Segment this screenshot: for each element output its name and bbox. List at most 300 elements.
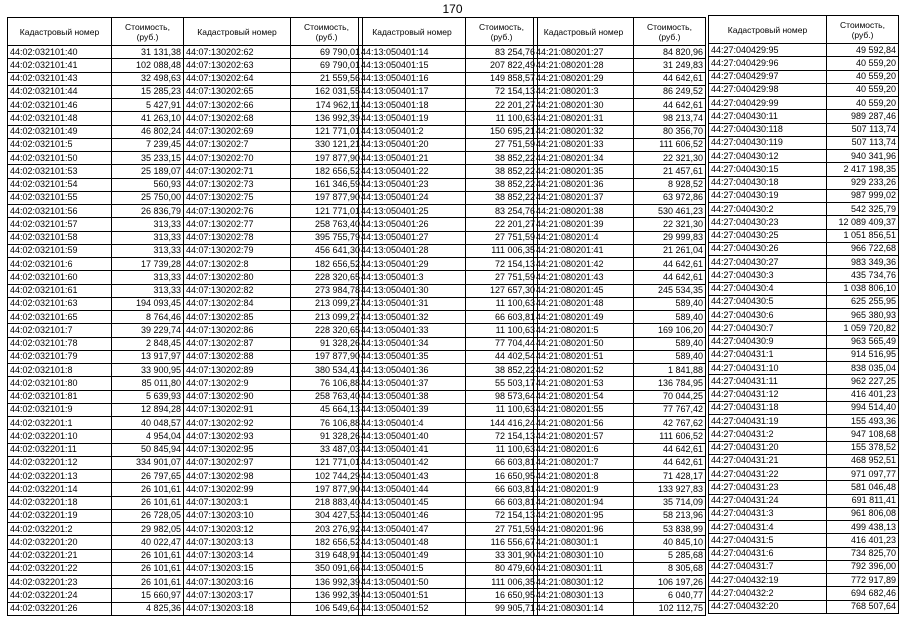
cost-cell: 273 984,78 [291,284,363,297]
cost-cell: 169 106,20 [634,324,706,337]
cadastral-number-cell: 44:07:130202:91 [184,403,291,416]
table-row [8,191,184,204]
cost-cell: 150 695,21 [466,125,538,138]
cost-cell: 929 233,26 [827,176,899,189]
cadastral-number-cell: 44:21:080201:32 [534,125,634,138]
cadastral-number-cell: 44:13:050401:35 [359,350,466,363]
table-row [534,337,706,350]
table-row [534,377,706,390]
cadastral-number-cell: 44:21:080301:1 [534,536,634,549]
cadastral-number-cell: 44:13:050401:43 [359,470,466,483]
table-row [8,284,184,297]
cadastral-number-cell: 44:07:130202:69 [184,125,291,138]
cadastral-number-cell: 44:27:040431:22 [709,468,827,481]
table-row [709,309,899,322]
table-row [709,468,899,481]
table-header-row [534,18,706,46]
cost-cell: 40 559,20 [827,70,899,83]
cadastral-number-cell: 44:27:040430:6 [709,309,827,322]
cost-cell: 149 858,57 [466,72,538,85]
cost-cell: 313,33 [112,244,184,257]
cost-cell: 22 201,27 [466,99,538,112]
cost-cell: 507 113,74 [827,123,899,136]
cost-cell: 961 806,08 [827,507,899,520]
table-row [8,271,184,284]
table-row [359,523,538,536]
table-row [184,549,363,562]
cost-cell: 987 999,02 [827,189,899,202]
table-row [709,322,899,335]
cost-cell: 106 197,26 [634,576,706,589]
cadastral-number-cell: 44:07:130202:95 [184,443,291,456]
cost-cell: 4 954,04 [112,430,184,443]
cadastral-number-cell: 44:07:130202:65 [184,85,291,98]
cadastral-number-cell: 44:21:080201:51 [534,350,634,363]
cost-cell: 33 900,95 [112,364,184,377]
cadastral-number-cell: 44:21:080201:43 [534,271,634,284]
cadastral-number-cell: 44:21:080201:55 [534,403,634,416]
cost-cell: 162 031,55 [291,85,363,98]
cadastral-number-cell: 44:21:080201:28 [534,59,634,72]
table-row [184,284,363,297]
table-row [709,534,899,547]
cost-cell: 98 213,74 [634,112,706,125]
cost-cell: 581 046,48 [827,481,899,494]
cadastral-number-cell: 44:27:040430:9 [709,335,827,348]
cost-cell: 133 927,83 [634,483,706,496]
cost-cell: 69 790,01 [291,46,363,59]
header-cost: Стоимость, (руб.) [827,16,899,44]
cadastral-number-cell: 44:27:040430:11 [709,110,827,123]
table-row [359,377,538,390]
cadastral-number-cell: 44:13:050401:22 [359,165,466,178]
cost-cell: 45 664,13 [291,403,363,416]
cadastral-number-cell: 44:07:130203:14 [184,549,291,562]
cadastral-number-cell: 44:13:050401:50 [359,576,466,589]
cost-cell: 971 097,77 [827,468,899,481]
table-row [184,72,363,85]
cadastral-number-cell: 44:27:040430:26 [709,242,827,255]
cost-cell: 111 606,52 [634,138,706,151]
cadastral-number-cell: 44:02:032101:7 [8,324,112,337]
cadastral-number-cell: 44:07:130202:90 [184,390,291,403]
table-row [8,364,184,377]
cost-cell: 111 606,52 [634,430,706,443]
cost-cell: 27 751,59 [466,138,538,151]
cost-cell: 416 401,23 [827,388,899,401]
table-row [709,415,899,428]
cadastral-number-cell: 44:27:040431:10 [709,362,827,375]
cadastral-number-cell: 44:21:080201:6 [534,443,634,456]
cadastral-table-1 [7,17,184,616]
cadastral-number-cell: 44:13:050401:4 [359,417,466,430]
table-row [8,443,184,456]
header-cadastral-number: Кадастровый номер [709,16,827,44]
table-row [709,256,899,269]
cadastral-number-cell: 44:21:080201:38 [534,205,634,218]
cost-cell: 197 877,90 [291,350,363,363]
cost-cell: 21 261,04 [634,244,706,257]
cost-cell: 12 894,28 [112,403,184,416]
cadastral-number-cell: 44:02:032101:9 [8,403,112,416]
cost-cell: 2 417 198,35 [827,163,899,176]
cost-cell: 26 101,61 [112,496,184,509]
cost-cell: 50 845,94 [112,443,184,456]
table-row [184,99,363,112]
cadastral-number-cell: 44:21:080201:27 [534,46,634,59]
cadastral-number-cell: 44:02:032101:8 [8,364,112,377]
cadastral-number-cell: 44:02:032201:11 [8,443,112,456]
table-row [184,483,363,496]
table-row [709,203,899,216]
table-row [709,123,899,136]
table-row [534,205,706,218]
cadastral-number-cell: 44:02:032101:78 [8,337,112,350]
table-row [709,150,899,163]
cadastral-number-cell: 44:02:032101:48 [8,112,112,125]
table-row [359,205,538,218]
cadastral-number-cell: 44:02:032201:14 [8,483,112,496]
cost-cell: 40 845,10 [634,536,706,549]
cost-cell: 11 100,63 [466,324,538,337]
table-row [359,59,538,72]
cost-cell: 182 656,52 [291,536,363,549]
cadastral-number-cell: 44:21:080201:52 [534,364,634,377]
table-row [709,136,899,149]
cadastral-number-cell: 44:02:032101:79 [8,350,112,363]
cadastral-number-cell: 44:02:032101:57 [8,218,112,231]
cost-cell: 44 642,61 [634,72,706,85]
cost-cell: 416 401,23 [827,534,899,547]
table-row [359,390,538,403]
cost-cell: 319 648,91 [291,549,363,562]
table-row [534,258,706,271]
cost-cell: 63 972,86 [634,191,706,204]
table-row [184,377,363,390]
cadastral-number-cell: 44:13:050401:36 [359,364,466,377]
cadastral-number-cell: 44:27:040430:119 [709,136,827,149]
table-row [359,152,538,165]
cost-cell: 155 378,52 [827,441,899,454]
table-row [709,189,899,202]
cost-cell: 22 321,30 [634,152,706,165]
cadastral-number-cell: 44:13:050401:38 [359,390,466,403]
header-cadastral-number: Кадастровый номер [184,18,291,46]
cadastral-number-cell: 44:21:080201:30 [534,99,634,112]
table-row [359,470,538,483]
header-cost: Стоимость, (руб.) [466,18,538,46]
cadastral-number-cell: 44:13:050401:3 [359,271,466,284]
cost-cell: 99 905,71 [466,602,538,615]
cost-cell: 111 006,35 [466,576,538,589]
table-row [8,244,184,257]
cadastral-number-cell: 44:21:080201:53 [534,377,634,390]
table-row [534,297,706,310]
cost-cell: 69 790,01 [291,59,363,72]
table-row [534,496,706,509]
cost-cell: 26 101,61 [112,576,184,589]
cost-cell: 940 341,96 [827,150,899,163]
table-row [534,59,706,72]
cost-cell: 25 189,07 [112,165,184,178]
cost-cell: 46 802,24 [112,125,184,138]
cadastral-number-cell: 44:13:050401:49 [359,549,466,562]
cadastral-number-cell: 44:27:040430:15 [709,163,827,176]
table-row [184,112,363,125]
cadastral-number-cell: 44:02:032101:56 [8,205,112,218]
cost-cell: 5 285,68 [634,549,706,562]
table-row [359,72,538,85]
cadastral-number-cell: 44:27:040431:20 [709,441,827,454]
cadastral-number-cell: 44:27:040430:118 [709,123,827,136]
cost-cell: 72 154,13 [466,430,538,443]
cadastral-number-cell: 44:27:040430:7 [709,322,827,335]
cadastral-number-cell: 44:27:040430:19 [709,189,827,202]
table-row [534,456,706,469]
cost-cell: 144 416,24 [466,417,538,430]
cadastral-number-cell: 44:02:032201:1 [8,417,112,430]
table-row [8,536,184,549]
cadastral-number-cell: 44:27:040431:23 [709,481,827,494]
cadastral-number-cell: 44:27:040431:2 [709,428,827,441]
table-row [534,165,706,178]
cost-cell: 207 822,49 [466,59,538,72]
cadastral-number-cell: 44:21:080201:45 [534,284,634,297]
cost-cell: 40 022,47 [112,536,184,549]
table-row [8,602,184,615]
cadastral-number-cell: 44:07:130202:66 [184,99,291,112]
cadastral-number-cell: 44:07:130203:12 [184,523,291,536]
cadastral-number-cell: 44:07:130202:68 [184,112,291,125]
cadastral-number-cell: 44:27:040431:21 [709,454,827,467]
cadastral-number-cell: 44:27:040430:18 [709,176,827,189]
cadastral-number-cell: 44:07:130202:63 [184,59,291,72]
cost-cell: 21 457,61 [634,165,706,178]
table-row [184,350,363,363]
cadastral-number-cell: 44:07:130202:97 [184,456,291,469]
cadastral-number-cell: 44:07:130202:82 [184,284,291,297]
cost-cell: 86 249,52 [634,85,706,98]
cadastral-number-cell: 44:02:032201:2 [8,523,112,536]
cadastral-number-cell: 44:21:080201:9 [534,483,634,496]
table-header-row [184,18,363,46]
cadastral-number-cell: 44:13:050401:39 [359,403,466,416]
table-row [8,125,184,138]
cost-cell: 77 704,44 [466,337,538,350]
cadastral-number-cell: 44:13:050401:44 [359,483,466,496]
table-row [709,282,899,295]
header-cadastral-number: Кадастровый номер [534,18,634,46]
cadastral-number-cell: 44:13:050401:31 [359,297,466,310]
table-row [359,178,538,191]
cadastral-number-cell: 44:21:080201:5 [534,324,634,337]
cost-cell: 435 734,76 [827,269,899,282]
cost-cell: 17 739,28 [112,258,184,271]
cadastral-number-cell: 44:21:080201:95 [534,509,634,522]
table-row [184,443,363,456]
cadastral-number-cell: 44:07:130202:79 [184,244,291,257]
cadastral-number-cell: 44:07:130202:71 [184,165,291,178]
cost-cell: 44 402,54 [466,350,538,363]
table-row [709,494,899,507]
table-row [359,430,538,443]
cadastral-number-cell: 44:27:040431:18 [709,401,827,414]
cadastral-number-cell: 44:07:130202:88 [184,350,291,363]
table-row [709,428,899,441]
cost-cell: 589,40 [634,297,706,310]
table-row [184,125,363,138]
table-row [709,560,899,573]
table-row [8,589,184,602]
cadastral-number-cell: 44:21:080201:96 [534,523,634,536]
cadastral-number-cell: 44:13:050401:34 [359,337,466,350]
table-row [184,324,363,337]
cadastral-number-cell: 44:02:032101:53 [8,165,112,178]
table-row [534,549,706,562]
cadastral-number-cell: 44:13:050401:26 [359,218,466,231]
cost-cell: 330 121,21 [291,138,363,151]
cadastral-number-cell: 44:21:080201:7 [534,456,634,469]
cadastral-number-cell: 44:27:040431:3 [709,507,827,520]
cost-cell: 80 356,70 [634,125,706,138]
cadastral-number-cell: 44:13:050401:16 [359,72,466,85]
table-row [8,46,184,59]
table-row [8,456,184,469]
cost-cell: 768 507,64 [827,600,899,613]
cost-cell: 72 154,13 [466,258,538,271]
table-row [359,258,538,271]
cadastral-number-cell: 44:13:050401:5 [359,562,466,575]
cost-cell: 38 852,22 [466,364,538,377]
cadastral-number-cell: 44:02:032201:13 [8,470,112,483]
table-row [8,430,184,443]
cost-cell: 40 559,20 [827,57,899,70]
cadastral-number-cell: 44:27:040431:5 [709,534,827,547]
table-row [534,536,706,549]
cost-cell: 72 154,13 [466,85,538,98]
cadastral-number-cell: 44:13:050401:25 [359,205,466,218]
table-row [359,218,538,231]
table-row [534,218,706,231]
cost-cell: 66 603,81 [466,311,538,324]
cadastral-number-cell: 44:27:040431:12 [709,388,827,401]
cost-cell: 58 213,96 [634,509,706,522]
cadastral-number-cell: 44:07:130202:76 [184,205,291,218]
cadastral-number-cell: 44:02:032201:20 [8,536,112,549]
table-row [184,271,363,284]
table-row [359,562,538,575]
cost-cell: 33 301,90 [466,549,538,562]
table-row [359,271,538,284]
table-row [8,337,184,350]
table-row [534,324,706,337]
table-row [534,152,706,165]
table-row [709,216,899,229]
table-row [709,441,899,454]
cadastral-number-cell: 44:13:050401:45 [359,496,466,509]
cadastral-number-cell: 44:13:050401:30 [359,284,466,297]
table-row [184,244,363,257]
table-row [359,165,538,178]
cadastral-number-cell: 44:27:040430:23 [709,216,827,229]
cost-cell: 91 328,26 [291,337,363,350]
cost-cell: 197 877,90 [291,191,363,204]
table-row [534,138,706,151]
cost-cell: 38 852,22 [466,178,538,191]
table-row [8,85,184,98]
cost-cell: 245 534,35 [634,284,706,297]
table-row [8,72,184,85]
table-row [184,165,363,178]
cost-cell: 121 771,01 [291,125,363,138]
cadastral-number-cell: 44:27:040431:19 [709,415,827,428]
cost-cell: 350 091,66 [291,562,363,575]
cost-cell: 32 498,63 [112,72,184,85]
cost-cell: 40 559,20 [827,83,899,96]
cadastral-number-cell: 44:02:032201:18 [8,496,112,509]
cost-cell: 26 797,65 [112,470,184,483]
table-row [709,547,899,560]
cost-cell: 182 656,52 [291,258,363,271]
table-row [534,509,706,522]
header-cost: Стоимость, (руб.) [634,18,706,46]
cadastral-table-3 [358,17,538,616]
cadastral-number-cell: 44:02:032201:10 [8,430,112,443]
table-row [709,574,899,587]
table-row [359,443,538,456]
cost-cell: 38 852,22 [466,152,538,165]
cost-cell: 213 099,27 [291,311,363,324]
table-row [8,377,184,390]
cost-cell: 194 093,45 [112,297,184,310]
cost-cell: 1 038 806,10 [827,282,899,295]
cost-cell: 27 751,59 [466,523,538,536]
table-row [8,483,184,496]
cadastral-number-cell: 44:27:040429:97 [709,70,827,83]
cadastral-number-cell: 44:13:050401:15 [359,59,466,72]
cadastral-number-cell: 44:21:080201:41 [534,244,634,257]
cadastral-number-cell: 44:13:050401:14 [359,46,466,59]
cost-cell: 44 642,61 [634,456,706,469]
cost-cell: 542 325,79 [827,203,899,216]
cost-cell: 102 088,48 [112,59,184,72]
cadastral-number-cell: 44:13:050401:28 [359,244,466,257]
cadastral-number-cell: 44:07:130202:70 [184,152,291,165]
table-row [359,46,538,59]
cadastral-number-cell: 44:27:040430:27 [709,256,827,269]
cost-cell: 40 048,57 [112,417,184,430]
cadastral-table-4 [533,17,706,616]
cadastral-number-cell: 44:02:032101:44 [8,85,112,98]
table-row [534,72,706,85]
cost-cell: 85 011,80 [112,377,184,390]
table-header-row [359,18,538,46]
cadastral-number-cell: 44:07:130202:9 [184,377,291,390]
cadastral-number-cell: 44:07:130202:98 [184,470,291,483]
cadastral-number-cell: 44:07:130202:84 [184,297,291,310]
table-row [534,470,706,483]
table-row [534,443,706,456]
cost-cell: 53 838,99 [634,523,706,536]
cost-cell: 8 764,46 [112,311,184,324]
cost-cell: 313,33 [112,284,184,297]
cost-cell: 42 767,62 [634,417,706,430]
table-row [709,163,899,176]
table-row [184,536,363,549]
cost-cell: 5 427,91 [112,99,184,112]
cadastral-number-cell: 44:21:080201:50 [534,337,634,350]
table-row [534,364,706,377]
